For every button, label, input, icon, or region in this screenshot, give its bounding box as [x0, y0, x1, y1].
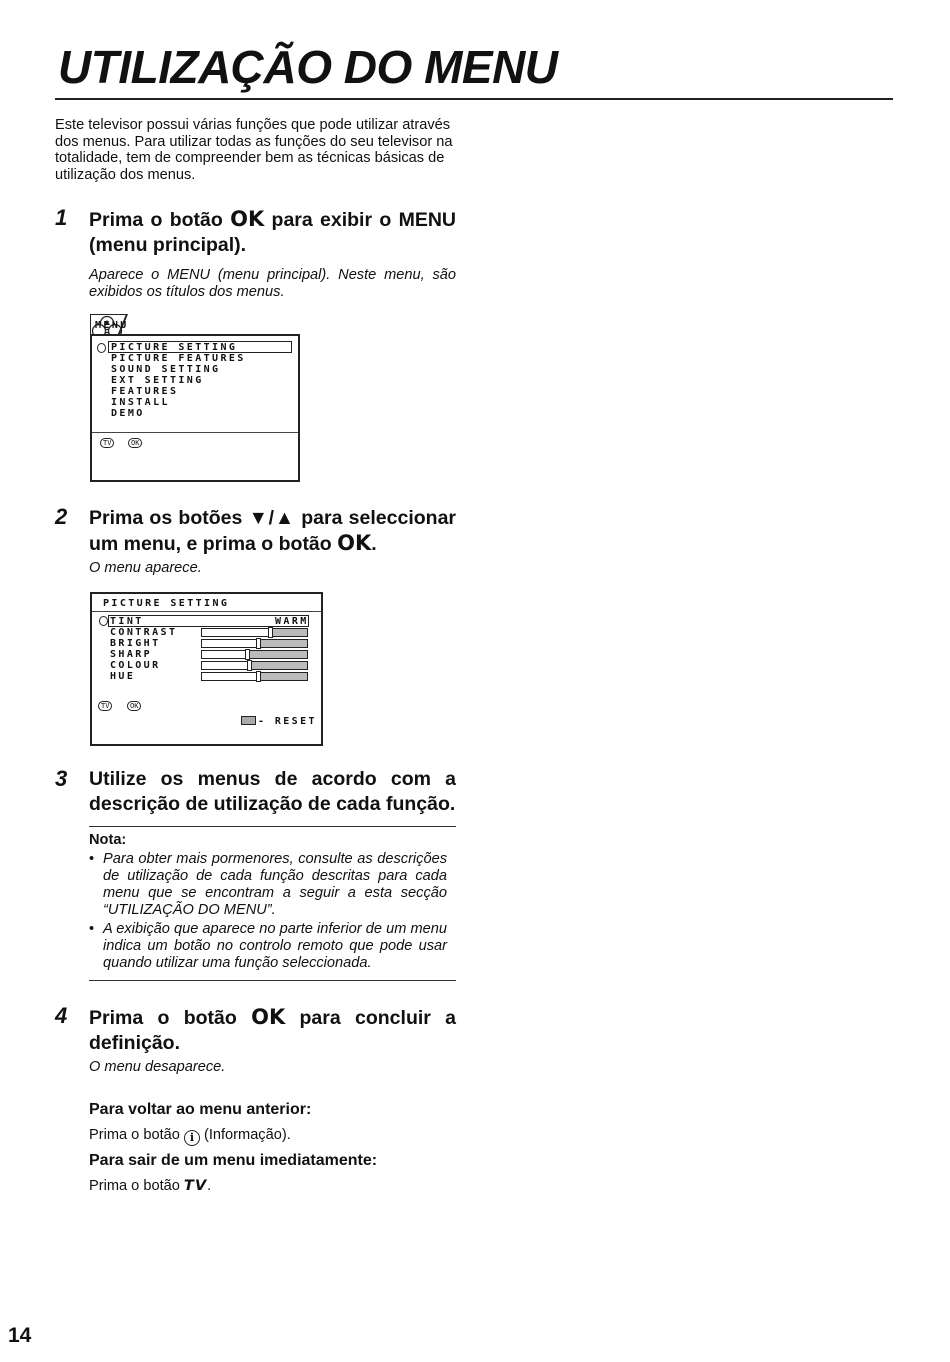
slider-label: BRIGHT: [110, 638, 161, 649]
back-heading: Para voltar ao menu anterior:: [89, 1101, 312, 1118]
step-1-description: Aparece o MENU (menu principal). Neste menu, são exibidos os títulos dos menus.: [89, 267, 456, 300]
bullet-dot: •: [89, 851, 95, 867]
bullet-dot: •: [89, 921, 95, 937]
menu-item: DEMO: [111, 408, 145, 419]
ok-key-icon: OK: [128, 438, 142, 448]
ok-key-glyph: OK: [251, 1005, 286, 1029]
menu-separator: [92, 432, 298, 433]
step-3-heading: Utilize os menus de acordo com a descrição de utilização de cada função.: [89, 768, 456, 815]
reset-label: - RESET: [258, 716, 317, 727]
menu-item: SOUND SETTING: [111, 364, 221, 375]
tv-key-icon: TV: [100, 438, 114, 448]
contrast-slider: [201, 628, 308, 637]
exit-text-a: Prima o botão: [89, 1178, 184, 1194]
step-2-heading-b: .: [371, 533, 377, 555]
step-4-description: O menu desaparece.: [89, 1059, 226, 1075]
ok-key-icon: OK: [127, 701, 141, 711]
step-1-heading-b: para exibir o MENU (menu principal).: [89, 209, 457, 256]
info-icon: i: [184, 1130, 200, 1146]
intro-paragraph: Este televisor possui várias funções que pode utilizar através dos menus. Para utilizar todas as funções do seu televisor na totalidade, tem de compreender bem as técnicas básicas de utilização dos menus.: [55, 117, 453, 183]
note-bottom-rule: [89, 980, 456, 981]
exit-heading: Para sair de um menu imediatamente:: [89, 1152, 378, 1169]
main-menu-screen: [90, 314, 300, 482]
menu-item: EXT SETTING: [111, 375, 204, 386]
step-1-number: 1: [55, 205, 68, 230]
colour-slider: [201, 661, 308, 670]
picture-setting-screen: [90, 592, 324, 747]
slider-label: CONTRAST: [110, 627, 178, 638]
title-separator: [92, 611, 321, 612]
back-text: [89, 1127, 291, 1146]
slider-label: HUE: [110, 671, 136, 682]
step-4-number: 4: [55, 1003, 68, 1028]
selection-cursor-icon: [99, 616, 108, 626]
step-2-description: O menu aparece.: [89, 560, 202, 576]
step-4-heading: [89, 1005, 456, 1056]
hue-slider: [201, 672, 308, 681]
reset-color-key-icon: [241, 716, 256, 725]
slider-label: COLOUR: [110, 660, 161, 671]
page-number: 14: [8, 1324, 32, 1347]
ok-key-glyph: OK: [337, 531, 372, 555]
selection-cursor-icon: [97, 343, 106, 353]
note-bullet-text: A exibição que aparece no parte inferior de um menu indica um botão no controlo remoto que pode usar quando utilizar uma função seleccionada.: [103, 921, 447, 971]
back-text-b: (Informação).: [199, 1127, 291, 1143]
back-text-a: Prima o botão: [89, 1127, 184, 1143]
step-4-heading-a: Prima o botão: [89, 1007, 252, 1029]
exit-text-b: .: [207, 1178, 212, 1194]
note-label: Nota:: [89, 832, 127, 848]
tv-key-glyph: TV: [183, 1177, 208, 1194]
title-rule: [55, 98, 893, 100]
bright-slider: [201, 639, 308, 648]
picture-menu-title: PICTURE SETTING: [103, 598, 230, 609]
step-2-heading: [89, 506, 456, 557]
step-3-number: 3: [55, 766, 68, 791]
menu-item: PICTURE SETTING: [111, 342, 238, 353]
exit-text: [89, 1177, 211, 1194]
step-2-heading-a: Prima os botões ▼/▲ para seleccionar um menu, e prima o botão: [89, 507, 456, 555]
sharp-slider: [201, 650, 308, 659]
ok-key-glyph: OK: [230, 207, 265, 231]
step-1-heading: [89, 207, 456, 258]
note-top-rule: [89, 826, 456, 827]
step-1-heading-a: Prima o botão: [89, 209, 231, 231]
tint-value: WARM: [275, 616, 309, 627]
tv-key-icon: TV: [98, 701, 112, 711]
slider-label: SHARP: [110, 649, 153, 660]
note-bullet-text: Para obter mais pormenores, consulte as descrições de utilização de cada função descritas para cada menu que se encontram a seguir a esta secção “UTILIZAÇÃO DO MENU”.: [103, 851, 447, 918]
step-4-heading-b: para concluir a definição.: [89, 1007, 457, 1054]
menu-item: INSTALL: [111, 397, 170, 408]
menu-item: PICTURE FEATURES: [111, 353, 246, 364]
step-2-number: 2: [55, 504, 68, 529]
tint-label: TINT: [110, 616, 144, 627]
menu-item: FEATURES: [111, 386, 179, 397]
menu-tab-label: MENU: [95, 320, 129, 331]
page-title: UTILIZAÇÃO DO MENU: [58, 41, 558, 93]
